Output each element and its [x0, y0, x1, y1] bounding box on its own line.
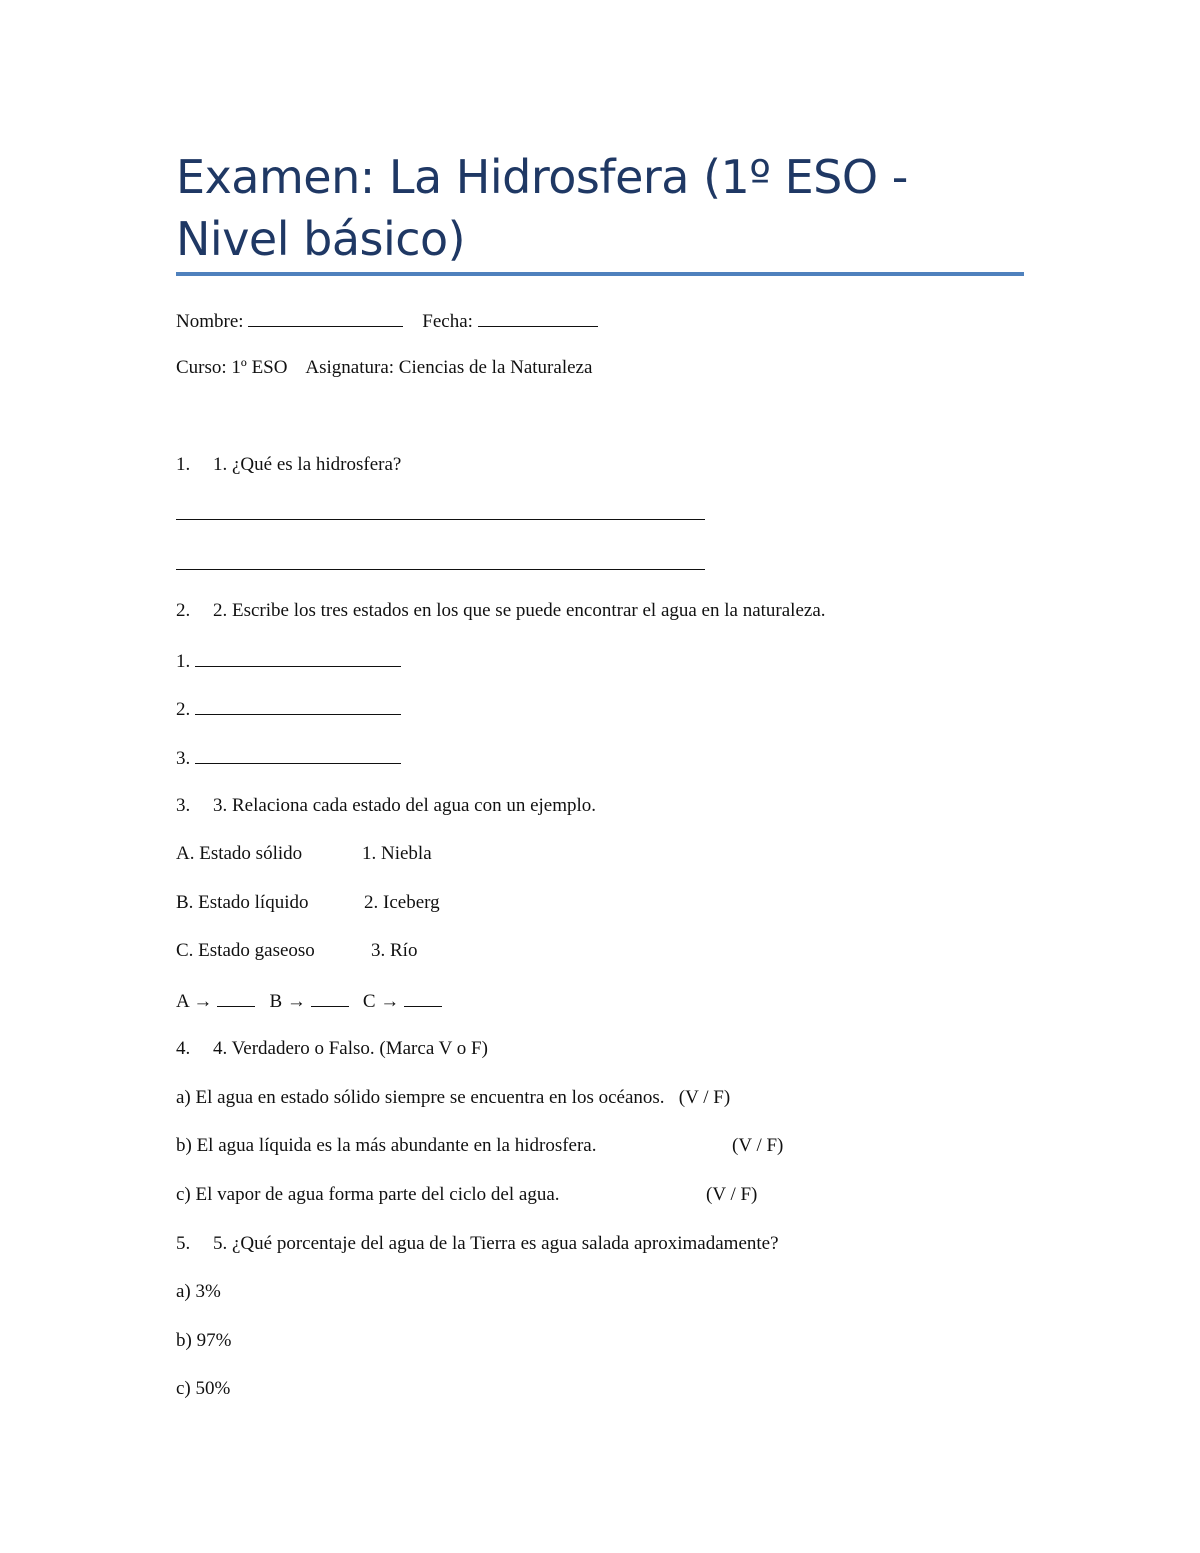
list-item: 1.: [176, 648, 401, 674]
answer-blank[interactable]: [195, 696, 401, 715]
question-number: 1.: [176, 454, 191, 475]
answer-blank[interactable]: [311, 988, 349, 1007]
option-c[interactable]: c) 50%: [176, 1378, 231, 1399]
true-false-row: a) El agua en estado sólido siempre se encuentra en los océanos. (V / F): [176, 1087, 731, 1108]
title-divider: [176, 272, 1024, 276]
match-row: A. Estado sólido 1. Niebla: [176, 843, 432, 864]
question-2: [176, 599, 826, 623]
question-text: 4. Verdadero o Falso. (Marca V o F): [213, 1038, 488, 1059]
question-text: 2. Escribe los tres estados en los que se puede encontrar el agua en la naturaleza.: [213, 600, 826, 621]
true-false-mark[interactable]: (V / F): [732, 1135, 784, 1156]
match-row: B. Estado líquido 2. Iceberg: [176, 892, 440, 913]
fecha-field[interactable]: [478, 308, 598, 327]
answer-blank[interactable]: [195, 745, 401, 764]
true-false-mark[interactable]: (V / F): [678, 1087, 731, 1108]
list-item: 3.: [176, 745, 401, 771]
nombre-field[interactable]: [248, 308, 403, 327]
question-5: [176, 1232, 779, 1256]
answer-line[interactable]: [176, 569, 705, 570]
answer-blank[interactable]: [195, 648, 401, 667]
fecha-label: Fecha:: [422, 311, 473, 332]
true-false-mark[interactable]: (V / F): [706, 1184, 758, 1205]
question-3: [176, 794, 596, 818]
question-number: 4.: [176, 1038, 191, 1059]
match-row: C. Estado gaseoso 3. Río: [176, 940, 418, 961]
question-1: [176, 453, 401, 477]
question-4: [176, 1037, 488, 1061]
answer-line[interactable]: [176, 519, 705, 520]
true-false-row: c) El vapor de agua forma parte del ciclo del agua. (V / F): [176, 1184, 758, 1205]
list-item: 2.: [176, 696, 401, 722]
match-answers: A → B → C →: [176, 988, 442, 1014]
answer-blank[interactable]: [217, 988, 255, 1007]
question-number: 3.: [176, 795, 191, 816]
nombre-label: Nombre:: [176, 311, 244, 332]
option-b[interactable]: b) 97%: [176, 1330, 232, 1351]
question-number: 5.: [176, 1233, 191, 1254]
curso-line: Curso: 1º ESO Asignatura: Ciencias de la Naturaleza: [176, 357, 593, 378]
answer-blank[interactable]: [404, 988, 442, 1007]
page-title: Examen: La Hidrosfera (1º ESO - Nivel básico): [176, 150, 908, 266]
option-a[interactable]: a) 3%: [176, 1281, 221, 1302]
question-number: 2.: [176, 600, 191, 621]
name-date-line: [176, 308, 598, 334]
question-text: 3. Relaciona cada estado del agua con un ejemplo.: [213, 795, 597, 816]
true-false-row: b) El agua líquida es la más abundante en la hidrosfera. (V / F): [176, 1135, 784, 1156]
question-text: 5. ¿Qué porcentaje del agua de la Tierra es agua salada aproximadamente?: [213, 1233, 779, 1254]
question-text: 1. ¿Qué es la hidrosfera?: [213, 454, 402, 475]
